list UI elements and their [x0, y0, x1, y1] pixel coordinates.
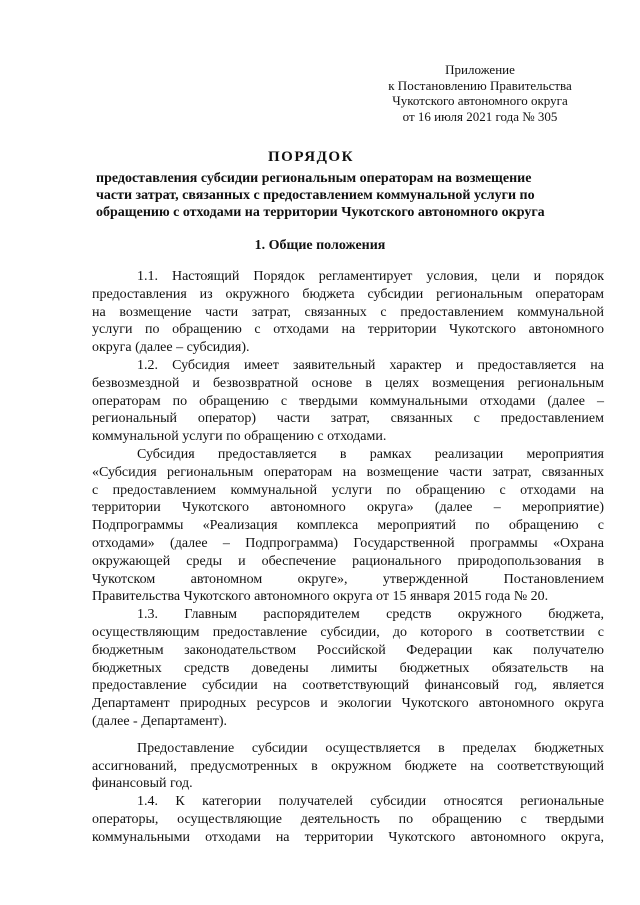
- paragraph-line: 1.3. Главным распорядителем средств окружного бюджета,: [137, 607, 604, 623]
- paragraph: [92, 606, 604, 731]
- paragraph-line: Подпрограммы «Реализация комплекса мероприятий по обращению с: [92, 518, 604, 534]
- paragraph: [92, 357, 604, 446]
- title-subtitle-line: части затрат, связанных с предоставлением коммунальной услуги по: [96, 188, 535, 203]
- paragraph-line: «Субсидия региональным операторам на возмещение части затрат, связанных: [92, 464, 604, 480]
- paragraph-line: Чукотском автономном округе», утвержденной Постановлением: [92, 571, 604, 587]
- appendix-line: Приложение: [445, 62, 515, 77]
- paragraph-line: на возмещение части затрат, связанных с предоставлением коммунальной: [92, 304, 604, 320]
- body-text: [92, 268, 604, 847]
- paragraph-line: предоставление субсидии на соответствующий финансовый год, является: [92, 678, 604, 694]
- paragraph: [92, 793, 604, 846]
- paragraph-line: (далее - Департамент).: [92, 713, 228, 729]
- paragraph-line: 1.2. Субсидия имеет заявительный характер и предоставляется на: [137, 357, 604, 373]
- paragraph-line: бюджетным законодательством Российской Федерации как получателю: [92, 642, 604, 658]
- section-heading: 1. Общие положения: [254, 238, 386, 253]
- paragraph: [92, 446, 604, 606]
- appendix-line: от 16 июля 2021 года № 305: [402, 108, 558, 124]
- paragraph-line: округа (далее – субсидия).: [92, 340, 250, 356]
- paragraph-line: 1.1. Настоящий Порядок регламентирует условия, цели и порядок: [137, 269, 604, 284]
- paragraph-line: 1.4. К категории получателей субсидии относятся региональные: [137, 794, 604, 810]
- paragraph-line: Предоставление субсидии осуществляется в пределах бюджетных: [137, 740, 604, 756]
- paragraph-line: отходами» (далее – Подпрограмма) Государственной программы «Охрана: [92, 535, 604, 551]
- paragraph-line: ассигнований, предусмотренных в окружном бюджете на соответствующий: [92, 758, 604, 774]
- paragraph-line: коммунальной услуги по обращению с отходами.: [92, 429, 387, 445]
- title-subtitle-line: предоставления субсидии региональным операторам на возмещение: [96, 171, 532, 186]
- title-main: ПОРЯДОК: [268, 149, 354, 165]
- paragraph-line: финансовый год.: [92, 776, 193, 792]
- paragraph-line: услуги по обращению с отходами на территории Чукотского автономного: [92, 322, 604, 338]
- paragraph-line: региональный оператор) части затрат, связанных с предоставлением: [92, 411, 604, 427]
- title-subtitle: [96, 170, 545, 221]
- appendix-note: [380, 62, 580, 124]
- paragraph-line: осуществляющим предоставление субсидии, до которого в соответствии с: [92, 624, 604, 640]
- paragraph-line: окружающей среды и обеспечение рационального природопользования в: [92, 553, 604, 569]
- paragraph-line: бюджетных средств доведены лимиты бюджетных обязательств на: [92, 660, 604, 676]
- paragraph-line: Правительства Чукотского автономного округа от 15 января 2015 года № 20.: [92, 589, 549, 605]
- paragraph-line: Департамент природных ресурсов и экологии Чукотского автономного округа: [92, 696, 604, 712]
- paragraph-line: предоставления из окружного бюджета субсидии региональным операторам: [92, 286, 604, 302]
- document-title: [96, 148, 545, 221]
- paragraph-line: с предоставлением коммунальной услуги по обращению с отходами на: [92, 482, 604, 498]
- paragraph: [92, 740, 604, 793]
- paragraph-line: безвозмездной и безвозвратной основе в целях возмещения региональным: [92, 375, 604, 391]
- appendix-line: к Постановлению Правительства: [388, 77, 572, 93]
- paragraph-line: операторам по обращению с твердыми коммунальными отходами (далее –: [92, 393, 604, 409]
- title-subtitle-line: обращению с отходами на территории Чукотского автономного округа: [96, 205, 545, 220]
- paragraph-line: Субсидия предоставляется в рамках реализации мероприятия: [137, 446, 604, 462]
- appendix-line: Чукотского автономного округа: [392, 93, 568, 108]
- paragraph-line: территории Чукотского автономного округа» (далее – мероприятие): [92, 500, 604, 516]
- paragraph: [92, 268, 604, 357]
- paragraph-line: коммунальными отходами на территории Чукотского автономного округа,: [92, 829, 604, 845]
- paragraph-line: операторы, осуществляющие деятельность по обращению с твердыми: [92, 811, 604, 827]
